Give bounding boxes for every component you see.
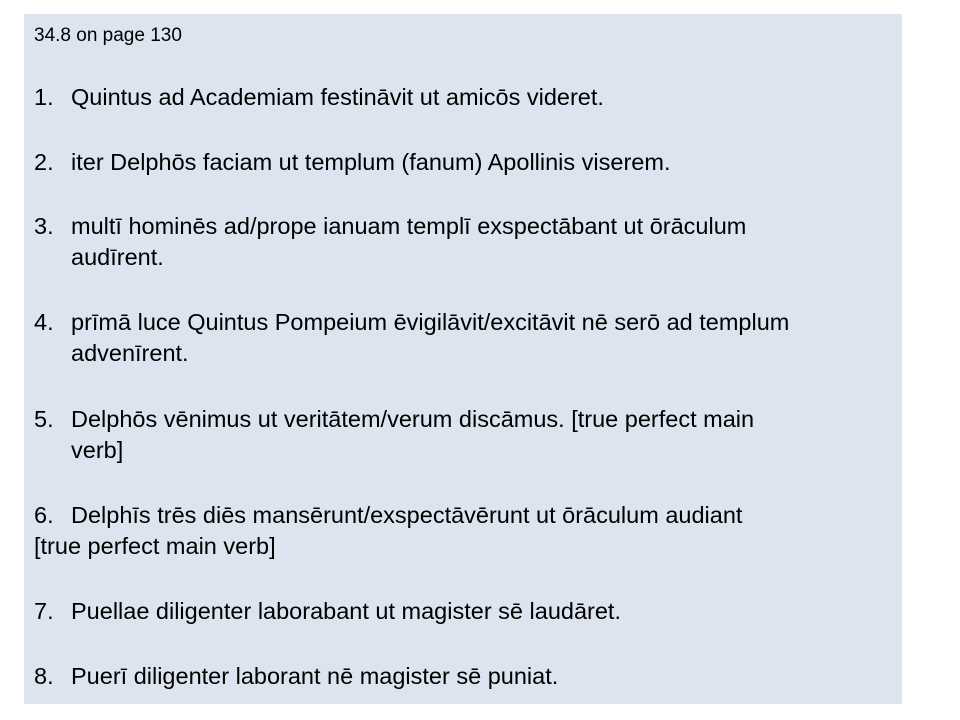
- sentence-5: [34, 404, 894, 466]
- sentence-text: Delphōs vēnimus ut veritātem/verum discāmus. [true perfect main: [71, 406, 755, 432]
- sentence-6: [34, 500, 894, 562]
- sentence-text: Puerī diligenter laborant nē magister sē puniat.: [71, 663, 559, 689]
- slide-panel: [24, 14, 902, 704]
- sentence-8: [34, 661, 894, 692]
- sentence-number: 1.: [34, 84, 54, 110]
- sentence-continuation: audīrent.: [71, 244, 164, 270]
- sentence-7: [34, 596, 894, 627]
- sentence-number: 3.: [34, 213, 54, 239]
- sentence-text: prīmā luce Quintus Pompeium ēvigilāvit/excitāvit nē serō ad templum: [71, 309, 790, 335]
- sentence-1: [34, 82, 894, 113]
- sentence-number: 2.: [34, 149, 54, 175]
- sentence-number: 8.: [34, 663, 54, 689]
- sentence-number: 5.: [34, 406, 54, 432]
- sentence-text: Quintus ad Academiam festināvit ut amicōs videret.: [71, 84, 604, 110]
- page-reference: 34.8 on page 130: [34, 25, 182, 46]
- sentence-continuation: [true perfect main verb]: [34, 533, 276, 559]
- sentence-3: [34, 211, 894, 273]
- sentence-number: 7.: [34, 598, 54, 624]
- sentence-continuation: advenīrent.: [71, 340, 189, 366]
- sentence-text: Puellae diligenter laborabant ut magister sē laudāret.: [71, 598, 621, 624]
- sentence-text: iter Delphōs faciam ut templum (fanum) Apollinis viserem.: [71, 149, 671, 175]
- sentence-number: 4.: [34, 309, 54, 335]
- sentence-continuation: verb]: [71, 437, 124, 463]
- sentence-4: [34, 307, 894, 369]
- sentence-text: Delphīs trēs diēs mansērunt/exspectāvērunt ut ōrāculum audiant: [71, 502, 743, 528]
- sentence-number: 6.: [34, 502, 54, 528]
- sentence-text: multī hominēs ad/prope ianuam templī exspectābant ut ōrāculum: [71, 213, 747, 239]
- sentence-2: [34, 147, 894, 178]
